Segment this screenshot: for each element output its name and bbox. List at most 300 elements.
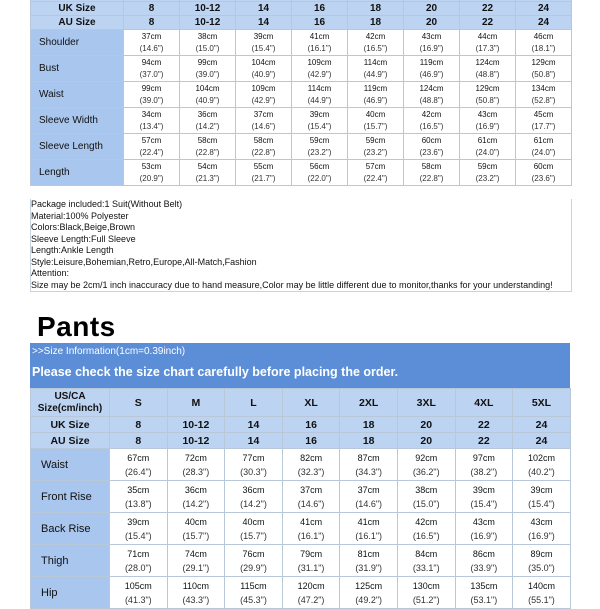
- pants-size-l: L: [225, 389, 283, 417]
- inch-value: (22.4"): [139, 147, 164, 157]
- measurement-cell: [348, 134, 404, 160]
- cm-value: 82cm: [300, 452, 323, 463]
- cm-value: 36cm: [242, 484, 265, 495]
- pants-au-row: [31, 433, 571, 449]
- top-uk-value: 24: [516, 2, 572, 16]
- inch-value: (26.4"): [124, 466, 152, 477]
- measurement-cell: [167, 577, 225, 609]
- inch-value: (22.4"): [363, 173, 388, 183]
- measurement-cell: [124, 30, 180, 56]
- inch-value: (23.2"): [363, 147, 388, 157]
- inch-value: (16.5"): [363, 43, 388, 53]
- inch-value: (13.4"): [139, 121, 164, 131]
- top-uk-value: 18: [348, 2, 404, 16]
- cm-value: 109cm: [307, 57, 332, 67]
- measurement-cell: [516, 108, 572, 134]
- inch-value: (55.1"): [528, 594, 555, 605]
- inch-value: (51.2"): [412, 594, 440, 605]
- inch-value: (37.0"): [139, 69, 164, 79]
- cm-value: 60cm: [533, 161, 554, 171]
- measurement-cell: [516, 30, 572, 56]
- measurement-cell: [513, 481, 571, 513]
- cm-value: 99cm: [141, 83, 162, 93]
- measurement-cell: [340, 545, 398, 577]
- note-length: Length:Ankle Length: [31, 245, 114, 255]
- inch-value: (48.8"): [475, 69, 500, 79]
- cm-value: 42cm: [421, 109, 442, 119]
- cm-value: 59cm: [309, 135, 330, 145]
- cm-value: 104cm: [251, 57, 276, 67]
- inch-value: (29.1"): [182, 562, 210, 573]
- measurement-cell: [236, 30, 292, 56]
- measurement-cell: [404, 30, 460, 56]
- cm-value: 60cm: [421, 135, 442, 145]
- measurement-cell: [225, 577, 283, 609]
- inch-value: (52.8"): [531, 95, 556, 105]
- cm-value: 59cm: [365, 135, 386, 145]
- measurement-cell: [292, 82, 348, 108]
- inch-value: (40.9"): [195, 95, 220, 105]
- measurement-cell: [124, 134, 180, 160]
- cm-value: 87cm: [357, 452, 380, 463]
- measurement-cell: [110, 545, 168, 577]
- pants-uk-value: 10-12: [167, 417, 225, 433]
- pants-size-2xl: 2XL: [340, 389, 398, 417]
- measurement-cell: [180, 30, 236, 56]
- cm-value: 41cm: [309, 31, 330, 41]
- measurement-cell: [124, 56, 180, 82]
- note-colors: Colors:Black,Beige,Brown: [31, 222, 136, 232]
- cm-value: 37cm: [141, 31, 162, 41]
- inch-value: (15.7"): [240, 530, 267, 541]
- inch-value: (16.1"): [355, 530, 383, 541]
- inch-value: (50.8"): [531, 69, 556, 79]
- inch-value: (15.0"): [412, 498, 440, 509]
- cm-value: 140cm: [527, 580, 555, 591]
- inch-value: (34.3"): [355, 466, 383, 477]
- measurement-label: Bust: [31, 56, 124, 82]
- pants-uk-value: 16: [282, 417, 340, 433]
- measurement-cell: [236, 134, 292, 160]
- top-uk-value: 8: [124, 2, 180, 16]
- measurement-cell: [348, 82, 404, 108]
- measurement-cell: [513, 513, 571, 545]
- inch-value: (29.9"): [240, 562, 267, 573]
- inch-value: (33.1"): [412, 562, 440, 573]
- cm-value: 59cm: [477, 161, 498, 171]
- inch-value: (22.8"): [251, 147, 276, 157]
- cm-value: 99cm: [197, 57, 218, 67]
- inch-value: (39.0"): [139, 95, 164, 105]
- measurement-cell: [513, 577, 571, 609]
- inch-value: (15.0"): [195, 43, 220, 53]
- size-check-notice: Please check the size chart carefully before placing the order.: [32, 365, 399, 379]
- top-au-row: [31, 16, 572, 30]
- inch-value: (32.3"): [297, 466, 325, 477]
- pants-uk-value: 20: [397, 417, 455, 433]
- cm-value: 37cm: [357, 484, 380, 495]
- cm-value: 40cm: [365, 109, 386, 119]
- inch-value: (16.9"): [528, 530, 555, 541]
- cm-value: 39cm: [253, 31, 274, 41]
- measurement-cell: [516, 82, 572, 108]
- measurement-cell: [455, 545, 513, 577]
- cm-value: 56cm: [309, 161, 330, 171]
- inch-value: (31.9"): [355, 562, 383, 573]
- measurement-cell: [110, 449, 168, 481]
- inch-value: (16.9"): [419, 43, 444, 53]
- measurement-cell: [397, 481, 455, 513]
- cm-value: 39cm: [472, 484, 495, 495]
- inch-value: (14.6"): [297, 498, 325, 509]
- inch-value: (28.0"): [124, 562, 152, 573]
- pants-size-3xl: 3XL: [397, 389, 455, 417]
- cm-value: 114cm: [363, 57, 388, 67]
- pants-au-value: 16: [282, 433, 340, 449]
- inch-value: (16.9"): [475, 121, 500, 131]
- inch-value: (22.8"): [195, 147, 220, 157]
- measurement-label: Shoulder: [31, 30, 124, 56]
- cm-value: 71cm: [127, 548, 150, 559]
- measurement-cell: [110, 577, 168, 609]
- cm-value: 79cm: [300, 548, 323, 559]
- cm-value: 94cm: [141, 57, 162, 67]
- inch-value: (14.6"): [355, 498, 383, 509]
- cm-value: 72cm: [184, 452, 207, 463]
- measurement-label: Front Rise: [31, 481, 110, 513]
- note-sleeve-length: Sleeve Length:Full Sleeve: [31, 233, 136, 244]
- cm-value: 42cm: [415, 516, 438, 527]
- inch-value: (38.2"): [470, 466, 498, 477]
- inch-value: (14.6"): [251, 121, 276, 131]
- measurement-cell: [460, 56, 516, 82]
- inch-value: (40.9"): [251, 69, 276, 79]
- measurement-cell: [340, 449, 398, 481]
- pants-au-label: AU Size: [31, 433, 110, 449]
- measurement-cell: [460, 82, 516, 108]
- cm-value: 110cm: [182, 580, 210, 591]
- inch-value: (14.6"): [139, 43, 164, 53]
- pants-size-m: M: [167, 389, 225, 417]
- cm-value: 119cm: [419, 57, 444, 67]
- inch-value: (28.3"): [182, 466, 210, 477]
- measurement-cell: [516, 160, 572, 186]
- inch-value: (14.2"): [195, 121, 220, 131]
- measurement-cell: [404, 56, 460, 82]
- cm-value: 43cm: [530, 516, 553, 527]
- measurement-label: Sleeve Length: [31, 134, 124, 160]
- measurement-cell: [348, 56, 404, 82]
- measurement-cell: [397, 513, 455, 545]
- inch-value: (14.2"): [182, 498, 210, 509]
- top-au-label: AU Size: [31, 16, 124, 30]
- top-uk-value: 20: [404, 2, 460, 16]
- measurement-cell: [348, 160, 404, 186]
- note-material: Material:100% Polyester: [31, 210, 129, 221]
- measurement-cell: [292, 56, 348, 82]
- pants-title: Pants: [37, 311, 116, 342]
- inch-value: (40.2"): [528, 466, 555, 477]
- inch-value: (35.0"): [528, 562, 555, 573]
- inch-value: (16.1"): [297, 530, 325, 541]
- measurement-row: [31, 82, 572, 108]
- pants-au-value: 22: [455, 433, 513, 449]
- measurement-cell: [167, 449, 225, 481]
- cm-value: 41cm: [357, 516, 380, 527]
- cm-value: 86cm: [472, 548, 495, 559]
- pants-au-value: 20: [397, 433, 455, 449]
- measurement-cell: [124, 108, 180, 134]
- inch-value: (17.7"): [531, 121, 556, 131]
- cm-value: 102cm: [527, 452, 555, 463]
- cm-value: 39cm: [127, 516, 150, 527]
- cm-value: 37cm: [253, 109, 274, 119]
- cm-value: 54cm: [197, 161, 218, 171]
- cm-value: 36cm: [197, 109, 218, 119]
- inch-value: (44.9"): [307, 95, 332, 105]
- cm-value: 38cm: [415, 484, 438, 495]
- inch-value: (33.9"): [470, 562, 498, 573]
- inch-value: (15.7"): [182, 530, 210, 541]
- measurement-row: [31, 160, 572, 186]
- measurement-row: [31, 545, 571, 577]
- measurement-cell: [460, 160, 516, 186]
- measurement-cell: [282, 545, 340, 577]
- inch-value: (43.3"): [182, 594, 210, 605]
- measurement-cell: [236, 56, 292, 82]
- inch-value: (48.8"): [419, 95, 444, 105]
- pants-uk-value: 14: [225, 417, 283, 433]
- cm-value: 124cm: [419, 83, 444, 93]
- inch-value: (14.2"): [240, 498, 267, 509]
- inch-value: (13.8"): [124, 498, 152, 509]
- cm-value: 55cm: [253, 161, 274, 171]
- measurement-cell: [282, 449, 340, 481]
- note-attention: Attention:: [31, 268, 70, 278]
- measurement-cell: [225, 513, 283, 545]
- cm-value: 61cm: [533, 135, 554, 145]
- measurement-label: Back Rise: [31, 513, 110, 545]
- inch-value: (15.4"): [124, 530, 152, 541]
- cm-value: 119cm: [363, 83, 388, 93]
- measurement-cell: [397, 577, 455, 609]
- cm-value: 81cm: [357, 548, 380, 559]
- measurement-cell: [282, 481, 340, 513]
- cm-value: 97cm: [472, 452, 495, 463]
- inch-value: (46.9"): [363, 95, 388, 105]
- pants-size-4xl: 4XL: [455, 389, 513, 417]
- measurement-cell: [340, 577, 398, 609]
- measurement-cell: [513, 545, 571, 577]
- inch-value: (41.3"): [124, 594, 152, 605]
- measurement-cell: [340, 481, 398, 513]
- cm-value: 89cm: [530, 548, 553, 559]
- note-disclaimer: Size may be 2cm/1 inch inaccuracy due to hand measure,Color may be little different due to monitor,thanks for your understanding!: [31, 279, 553, 290]
- measurement-cell: [180, 56, 236, 82]
- top-au-value: 22: [460, 16, 516, 30]
- measurement-cell: [460, 134, 516, 160]
- cm-value: 135cm: [470, 580, 498, 591]
- cm-value: 35cm: [127, 484, 150, 495]
- cm-value: 120cm: [297, 580, 325, 591]
- measurement-cell: [180, 160, 236, 186]
- cm-value: 39cm: [530, 484, 553, 495]
- top-au-value: 18: [348, 16, 404, 30]
- measurement-row: [31, 513, 571, 545]
- measurement-cell: [282, 577, 340, 609]
- cm-value: 58cm: [197, 135, 218, 145]
- measurement-label: Sleeve Width: [31, 108, 124, 134]
- measurement-cell: [124, 160, 180, 186]
- measurement-label: Waist: [31, 449, 110, 481]
- measurement-row: [31, 30, 572, 56]
- inch-value: (46.9"): [419, 69, 444, 79]
- inch-value: (16.5"): [412, 530, 440, 541]
- cm-value: 125cm: [355, 580, 383, 591]
- measurement-cell: [404, 108, 460, 134]
- measurement-cell: [180, 134, 236, 160]
- measurement-cell: [460, 30, 516, 56]
- measurement-row: [31, 108, 572, 134]
- measurement-cell: [292, 134, 348, 160]
- cm-value: 44cm: [477, 31, 498, 41]
- inch-value: (21.7"): [251, 173, 276, 183]
- inch-value: (22.8"): [419, 173, 444, 183]
- measurement-label: Hip: [31, 577, 110, 609]
- measurement-cell: [455, 449, 513, 481]
- measurement-cell: [460, 108, 516, 134]
- inch-value: (39.0"): [195, 69, 220, 79]
- top-uk-value: 10-12: [180, 2, 236, 16]
- inch-value: (47.2"): [297, 594, 325, 605]
- cm-value: 84cm: [415, 548, 438, 559]
- measurement-cell: [397, 449, 455, 481]
- inch-value: (44.9"): [363, 69, 388, 79]
- inch-value: (16.9"): [470, 530, 498, 541]
- inch-value: (42.9"): [307, 69, 332, 79]
- inch-value: (49.2"): [355, 594, 383, 605]
- cm-value: 57cm: [141, 135, 162, 145]
- measurement-cell: [292, 160, 348, 186]
- measurement-cell: [340, 513, 398, 545]
- top-size-table: [30, 0, 572, 186]
- measurement-cell: [404, 82, 460, 108]
- measurement-cell: [225, 481, 283, 513]
- measurement-cell: [167, 481, 225, 513]
- cm-value: 130cm: [412, 580, 440, 591]
- cm-value: 105cm: [124, 580, 152, 591]
- measurement-cell: [236, 108, 292, 134]
- measurement-cell: [225, 449, 283, 481]
- cm-value: 124cm: [475, 57, 500, 67]
- measurement-label: Length: [31, 160, 124, 186]
- cm-value: 58cm: [253, 135, 274, 145]
- measurement-cell: [292, 108, 348, 134]
- cm-value: 61cm: [477, 135, 498, 145]
- measurement-row: [31, 134, 572, 160]
- inch-value: (16.1"): [307, 43, 332, 53]
- measurement-cell: [167, 545, 225, 577]
- inch-value: (18.1"): [531, 43, 556, 53]
- size-info-line: >>Size Information(1cm=0.39inch): [32, 346, 186, 357]
- measurement-cell: [348, 108, 404, 134]
- measurement-cell: [397, 545, 455, 577]
- measurement-row: [31, 56, 572, 82]
- inch-value: (20.9"): [139, 173, 164, 183]
- note-package: Package included:1 Suit(Without Belt): [31, 199, 183, 209]
- pants-uk-row: [31, 417, 571, 433]
- measurement-cell: [110, 481, 168, 513]
- measurement-cell: [404, 134, 460, 160]
- inch-value: (23.2"): [475, 173, 500, 183]
- cm-value: 34cm: [141, 109, 162, 119]
- measurement-label: Thigh: [31, 545, 110, 577]
- measurement-row: [31, 449, 571, 481]
- measurement-cell: [516, 134, 572, 160]
- inch-value: (42.9"): [251, 95, 276, 105]
- measurement-label: Waist: [31, 82, 124, 108]
- top-uk-value: 22: [460, 2, 516, 16]
- inch-value: (45.3"): [240, 594, 267, 605]
- top-uk-label: UK Size: [31, 2, 124, 16]
- inch-value: (24.0"): [475, 147, 500, 157]
- inch-value: (15.4"): [470, 498, 498, 509]
- pants-uk-value: 8: [110, 417, 168, 433]
- pants-size-header-label: US/CA Size(cm/inch): [31, 389, 110, 417]
- top-uk-value: 16: [292, 2, 348, 16]
- cm-value: 39cm: [309, 109, 330, 119]
- cm-value: 38cm: [197, 31, 218, 41]
- pants-size-header-row: [31, 389, 571, 417]
- measurement-cell: [404, 160, 460, 186]
- inch-value: (21.3"): [195, 173, 220, 183]
- cm-value: 42cm: [365, 31, 386, 41]
- cm-value: 92cm: [415, 452, 438, 463]
- size-info-banner: [30, 343, 570, 388]
- pants-au-value: 18: [340, 433, 398, 449]
- cm-value: 43cm: [472, 516, 495, 527]
- cm-value: 67cm: [127, 452, 150, 463]
- pants-size-s: S: [110, 389, 168, 417]
- cm-value: 53cm: [141, 161, 162, 171]
- inch-value: (31.1"): [297, 562, 325, 573]
- inch-value: (30.3"): [240, 466, 267, 477]
- inch-value: (15.4"): [307, 121, 332, 131]
- cm-value: 129cm: [531, 57, 556, 67]
- inch-value: (24.0"): [531, 147, 556, 157]
- measurement-cell: [455, 481, 513, 513]
- measurement-cell: [513, 449, 571, 481]
- cm-value: 43cm: [421, 31, 442, 41]
- inch-value: (15.4"): [528, 498, 555, 509]
- measurement-cell: [167, 513, 225, 545]
- inch-value: (23.6"): [531, 173, 556, 183]
- top-au-value: 24: [516, 16, 572, 30]
- inch-value: (50.8"): [475, 95, 500, 105]
- inch-value: (36.2"): [412, 466, 440, 477]
- cm-value: 114cm: [307, 83, 332, 93]
- inch-value: (15.7"): [363, 121, 388, 131]
- cm-value: 36cm: [184, 484, 207, 495]
- cm-value: 115cm: [240, 580, 267, 591]
- top-uk-value: 14: [236, 2, 292, 16]
- cm-value: 40cm: [242, 516, 265, 527]
- pants-uk-value: 22: [455, 417, 513, 433]
- top-au-value: 8: [124, 16, 180, 30]
- inch-value: (23.2"): [307, 147, 332, 157]
- cm-value: 77cm: [242, 452, 265, 463]
- cm-value: 41cm: [300, 516, 323, 527]
